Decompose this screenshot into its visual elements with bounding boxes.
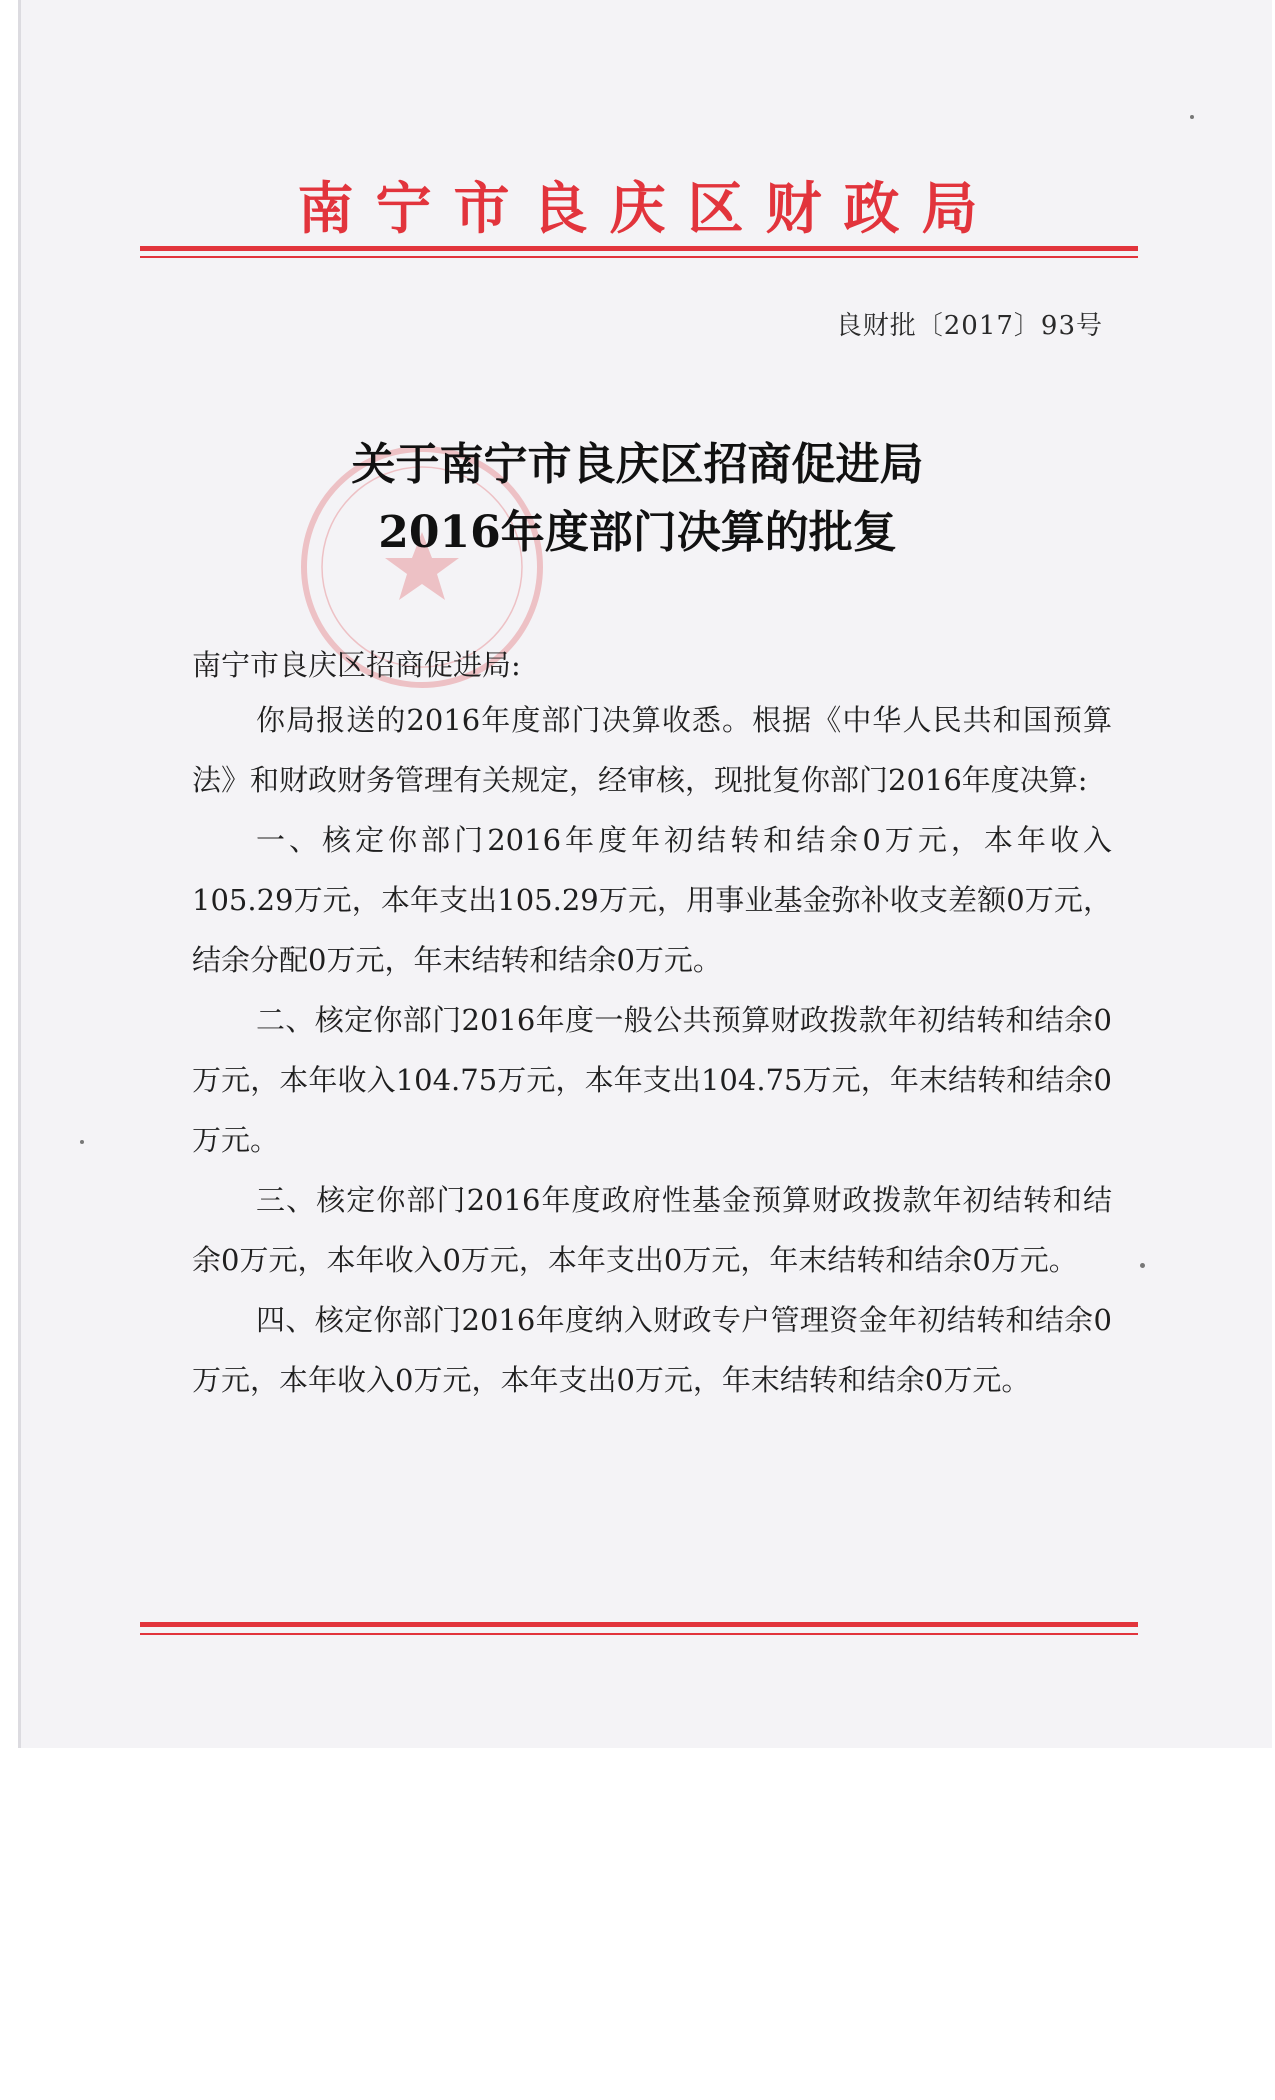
issuing-organization: 南宁市良庆区财政局 <box>297 177 1000 242</box>
document-body <box>192 690 1112 1410</box>
document-title-line-1: 关于南宁市良庆区招商促进局 <box>351 439 924 490</box>
salutation: 南宁市良庆区招商促进局: <box>192 648 521 682</box>
scan-edge <box>18 0 21 1748</box>
paragraph-item-1: 一、核定你部门2016年度年初结转和结余0万元，本年收入105.29万元，本年支出105.29万元，用事业基金弥补收支差额0万元，结余分配0万元，年末结转和结余0万元。 <box>192 823 1112 977</box>
header-red-rule-thick <box>140 246 1138 251</box>
footer-red-rule-thick <box>140 1622 1138 1627</box>
document-number: 良财批〔2017〕93号 <box>835 311 1103 341</box>
scan-speck <box>80 1140 84 1144</box>
header-red-rule-thin <box>140 256 1138 258</box>
scan-speck <box>1140 1263 1145 1268</box>
document-title-line-2: 2016年度部门决算的批复 <box>378 507 897 558</box>
paragraph-item-4: 四、核定你部门2016年度纳入财政专户管理资金年初结转和结余0万元，本年收入0万元，本年支出0万元，年末结转和结余0万元。 <box>192 1303 1112 1397</box>
paragraph-item-2: 二、核定你部门2016年度一般公共预算财政拨款年初结转和结余0万元，本年收入104.75万元，本年支出104.75万元，年末结转和结余0万元。 <box>192 1003 1112 1157</box>
footer-red-rule-thin <box>140 1633 1138 1635</box>
paragraph-intro: 你局报送的2016年度部门决算收悉。根据《中华人民共和国预算法》和财政财务管理有关规定，经审核，现批复你部门2016年度决算: <box>192 703 1112 797</box>
scan-speck <box>1190 115 1194 119</box>
paragraph-item-3: 三、核定你部门2016年度政府性基金预算财政拨款年初结转和结余0万元，本年收入0万元，本年支出0万元，年末结转和结余0万元。 <box>192 1183 1112 1277</box>
